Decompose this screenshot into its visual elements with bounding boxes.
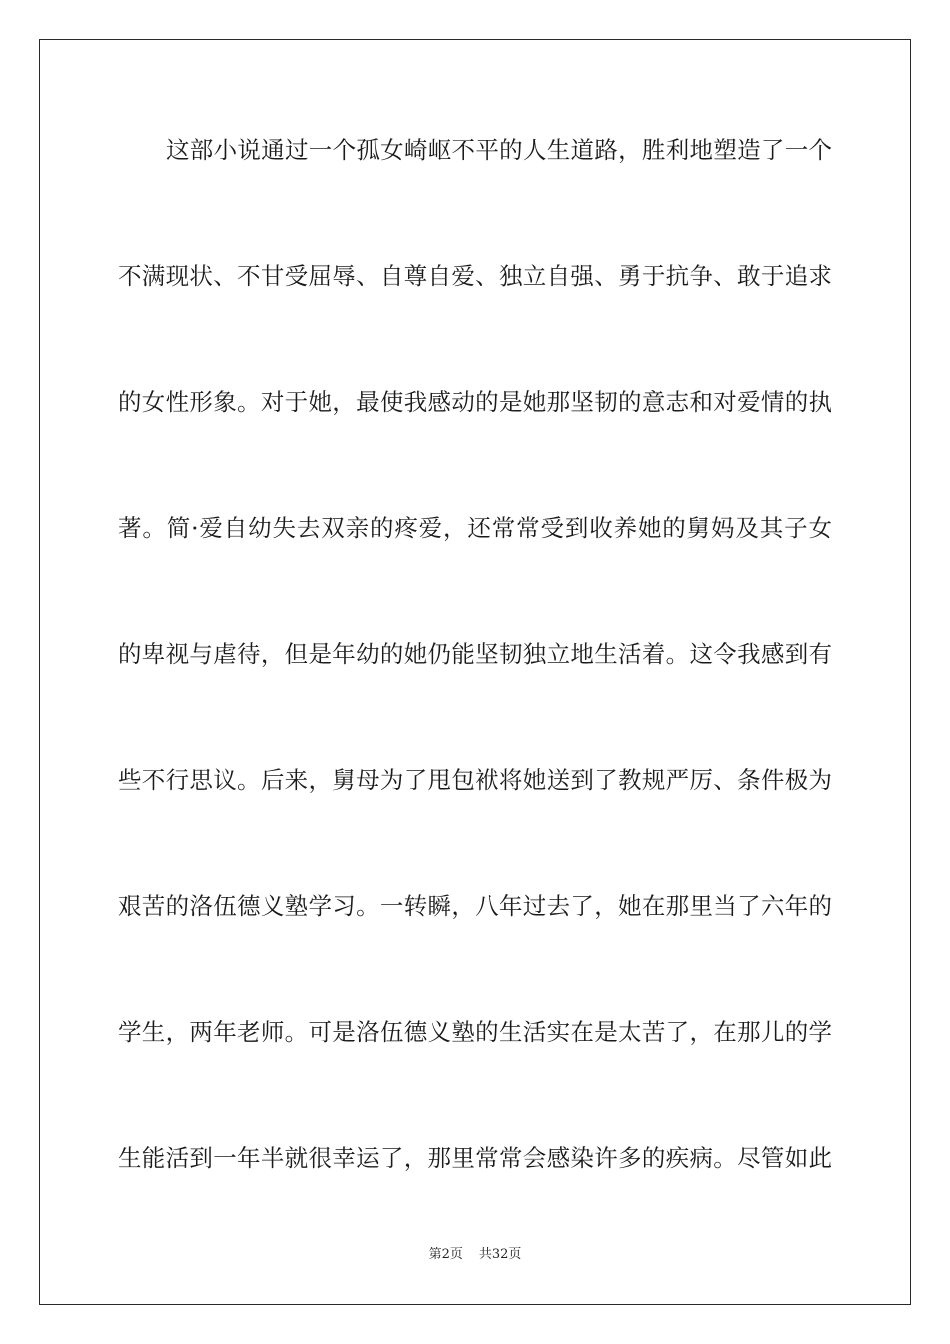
body-text <box>118 118 832 1252</box>
text-line: 学生，两年老师。可是洛伍德义塾的生活实在是太苦了，在那儿的学 <box>118 1018 832 1046</box>
text-line: 这部小说通过一个孤女崎岖不平的人生道路，胜利地塑造了一个 <box>166 136 832 164</box>
text-line: 著。简·爱自幼失去双亲的疼爱，还常常受到收养她的舅妈及其子女 <box>118 514 832 542</box>
page-total: 共32页 <box>478 1247 522 1262</box>
page-footer <box>0 1246 950 1264</box>
text-line: 的女性形象。对于她，最使我感动的是她那坚韧的意志和对爱情的执 <box>118 388 832 416</box>
text-line: 的卑视与虐待，但是年幼的她仍能坚韧独立地生活着。这令我感到有 <box>118 640 832 668</box>
text-line: 些不行思议。后来，舅母为了甩包袱将她送到了教规严厉、条件极为 <box>118 766 832 794</box>
page-number: 第2页 <box>428 1247 463 1262</box>
text-line: 生能活到一年半就很幸运了，那里常常会感染许多的疾病。尽管如此 <box>118 1144 832 1172</box>
text-line: 不满现状、不甘受屈辱、自尊自爱、独立自强、勇于抗争、敢于追求 <box>118 262 832 290</box>
text-line: 艰苦的洛伍德义塾学习。一转瞬，八年过去了，她在那里当了六年的 <box>118 892 832 920</box>
